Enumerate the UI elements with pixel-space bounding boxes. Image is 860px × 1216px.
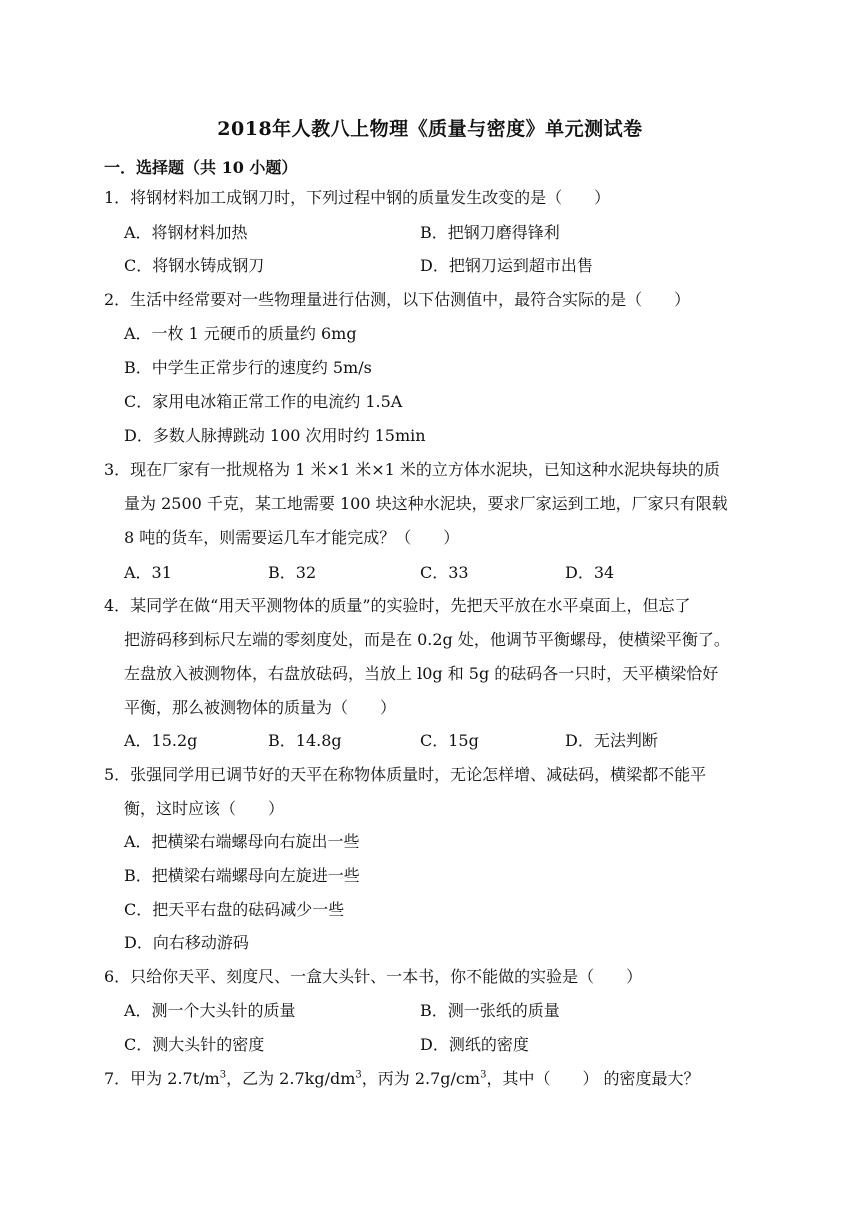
question-2-option-a: A．一枚 1 元硬币的质量约 6mg: [124, 324, 357, 343]
question-5-option-b: B．把横梁右端螺母向左旋进一些: [124, 866, 360, 885]
question-1-option-b: B．把钢刀磨得锋利: [420, 223, 560, 242]
page-title: 2018年人教八上物理《质量与密度》单元测试卷: [217, 118, 643, 140]
question-4-option-c: C．15g: [420, 731, 479, 750]
question-2-option-d: D．多数人脉搏跳动 100 次用时约 15min: [124, 426, 426, 445]
question-6-option-b: B．测一张纸的质量: [420, 1001, 560, 1020]
question-2-option-c: C．家用电冰箱正常工作的电流约 1.5A: [124, 392, 403, 411]
question-3-option-a: A．31: [124, 563, 172, 582]
question-3-option-c: C．33: [420, 563, 469, 582]
question-5-stem-line-2: 衡，这时应该（ ）: [124, 799, 285, 818]
question-4-stem-line-3: 左盘放入被测物体，右盘放砝码，当放上 l0g 和 5g 的砝码各一只时，天平横梁恰好: [124, 664, 719, 683]
question-7-stem: [104, 1069, 700, 1089]
q7-superscript-2: 3: [355, 1069, 362, 1081]
q7-part-bing: ，丙为 2.7g/cm: [361, 1069, 481, 1088]
question-5-option-c: C．把天平右盘的砝码减少一些: [124, 900, 345, 919]
q7-superscript-3: 3: [480, 1069, 487, 1081]
q7-part-yi: ，乙为 2.7kg/dm: [226, 1069, 356, 1088]
question-1-option-a: A．将钢材料加热: [124, 223, 248, 242]
q7-part-jia: 7．甲为 2.7t/m: [104, 1069, 220, 1088]
question-2-stem: 2．生活中经常要对一些物理量进行估测，以下估测值中，最符合实际的是（ ）: [104, 290, 691, 309]
question-4-option-b: B．14.8g: [268, 731, 342, 750]
question-5-stem-line-1: 5．张强同学用已调节好的天平在称物体质量时，无论怎样增、减砝码，横梁都不能平: [104, 765, 707, 784]
question-1-option-d: D．把钢刀运到超市出售: [420, 256, 593, 275]
question-3-option-b: B．32: [268, 563, 317, 582]
question-1-stem: 1．将钢材料加工成钢刀时，下列过程中钢的质量发生改变的是（ ）: [104, 188, 611, 207]
question-2-option-b: B．中学生正常步行的速度约 5m/s: [124, 358, 372, 377]
question-4-option-a: A．15.2g: [124, 731, 198, 750]
question-4-stem-line-2: 把游码移到标尺左端的零刻度处，而是在 0.2g 处，他调节平衡螺母，使横梁平衡了。: [124, 630, 730, 649]
question-6-option-d: D．测纸的密度: [420, 1035, 529, 1054]
question-6-option-a: A．测一个大头针的质量: [124, 1001, 296, 1020]
question-1-option-c: C．将钢水铸成钢刀: [124, 256, 265, 275]
q7-superscript-1: 3: [219, 1069, 227, 1081]
question-5-option-a: A．把横梁右端螺母向右旋出一些: [124, 832, 360, 851]
q7-part-end: ，其中（ ） 的密度最大？: [486, 1069, 700, 1088]
question-6-option-c: C．测大头针的密度: [124, 1035, 265, 1054]
section-heading: 一．选择题（共 10 小题）: [104, 158, 298, 177]
question-4-stem-line-1: 4．某同学在做“用天平测物体的质量”的实验时，先把天平放在水平桌面上，但忘了: [104, 596, 691, 615]
question-3-stem-line-1: 3．现在厂家有一批规格为 1 米×1 米×1 米的立方体水泥块，已知这种水泥块每块的质: [104, 460, 720, 479]
question-3-stem-line-2: 量为 2500 千克，某工地需要 100 块这种水泥块，要求厂家运到工地，厂家只有限载: [124, 494, 728, 513]
question-5-option-d: D．向右移动游码: [124, 933, 249, 952]
question-4-stem-line-4: 平衡，那么被测物体的质量为（ ）: [124, 698, 397, 717]
question-4-option-d: D．无法判断: [565, 731, 658, 750]
question-3-option-d: D．34: [565, 563, 615, 582]
question-3-stem-line-3: 8 吨的货车，则需要运几车才能完成？（ ）: [124, 528, 460, 547]
question-6-stem: 6．只给你天平、刻度尺、一盒大头针、一本书，你不能做的实验是（ ）: [104, 967, 643, 986]
